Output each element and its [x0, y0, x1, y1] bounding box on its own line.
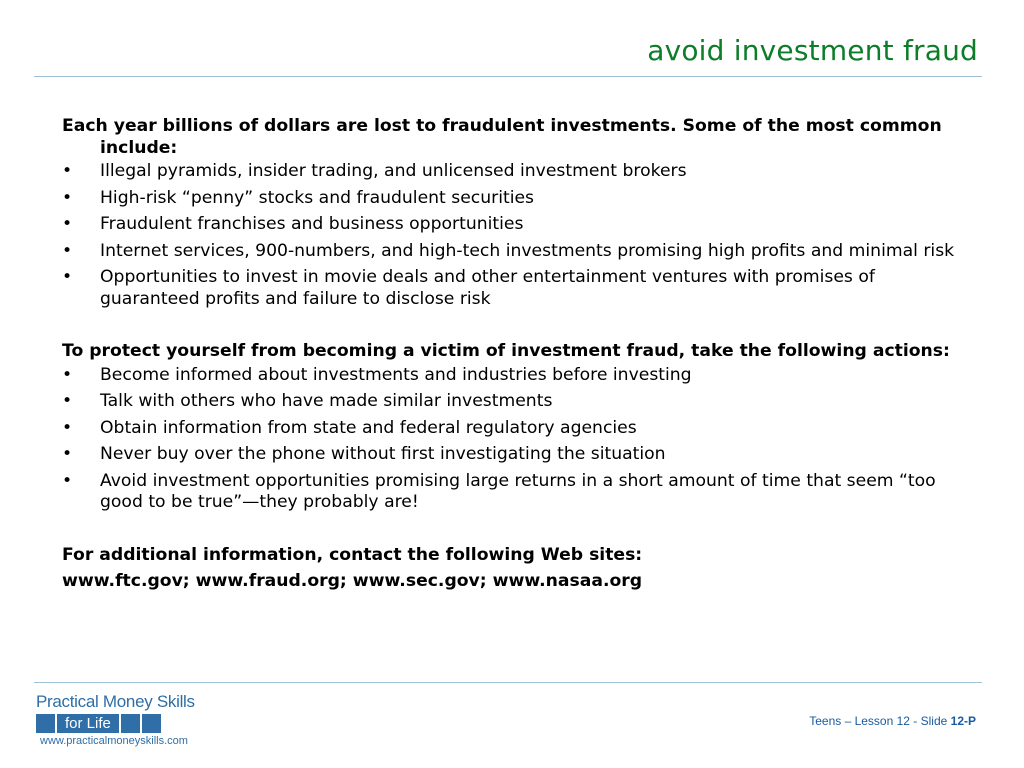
section1-lead: Each year billions of dollars are lost to fraudulent investments. Some of the most common include: [62, 116, 942, 158]
practical-money-skills-logo [36, 692, 211, 748]
logo-block-icon [121, 714, 140, 733]
logo-bar [36, 714, 211, 733]
list-item: • Avoid investment opportunities promising large returns in a short amount of time that seem “too good to be true”—they probably are! [62, 470, 936, 512]
bullet-icon: • [62, 161, 73, 181]
bullet-icon: • [62, 444, 73, 464]
logo-url: www.practicalmoneyskills.com [40, 735, 188, 747]
slide-body [62, 116, 962, 598]
slide-number: 12-P [950, 714, 976, 728]
bullet-icon: • [62, 187, 73, 208]
bullet-icon: • [62, 214, 73, 234]
list-item: • Opportunities to invest in movie deals and other entertainment ventures with promises of guaranteed profits and failure to disclose risk [62, 267, 875, 309]
logo-subtitle: for Life [57, 714, 119, 733]
list-item: • Never buy over the phone without first investigating the situation [62, 444, 666, 464]
slide-title: avoid investment fraud [647, 34, 978, 67]
bullet-icon: • [62, 391, 73, 411]
list-item: • Illegal pyramids, insider trading, and unlicensed investment brokers [62, 161, 687, 181]
bullet-icon: • [62, 417, 73, 438]
section3-lead: For additional information, contact the following Web sites: [62, 544, 643, 565]
logo-block-icon [36, 714, 55, 733]
bullet-icon: • [62, 240, 73, 261]
list-item: • Fraudulent franchises and business opportunities [62, 214, 524, 234]
list-item: • High-risk “penny” stocks and fraudulent securities [62, 187, 535, 208]
slide-footer [809, 714, 976, 728]
logo-block-icon [142, 714, 161, 733]
list-item: • Obtain information from state and federal regulatory agencies [62, 417, 637, 438]
list-item: • Talk with others who have made similar investments [62, 391, 553, 411]
footer-text: Teens – Lesson 12 - Slide [809, 714, 951, 728]
section1-list [62, 161, 962, 310]
logo-title: Practical Money Skills [36, 692, 195, 711]
top-divider [34, 76, 982, 77]
bullet-icon: • [62, 364, 73, 385]
bullet-icon: • [62, 470, 73, 491]
bullet-icon: • [62, 267, 73, 287]
section2-lead: To protect yourself from becoming a victim of investment fraud, take the following actions: [62, 341, 950, 361]
list-item: • Internet services, 900-numbers, and high-tech investments promising high profits and minimal risk [62, 240, 955, 261]
bottom-divider [34, 682, 982, 683]
web-sites: www.ftc.gov; www.fraud.org; www.sec.gov; www.nasaa.org [62, 571, 643, 591]
section2-list [62, 365, 962, 514]
list-item: • Become informed about investments and industries before investing [62, 364, 692, 385]
